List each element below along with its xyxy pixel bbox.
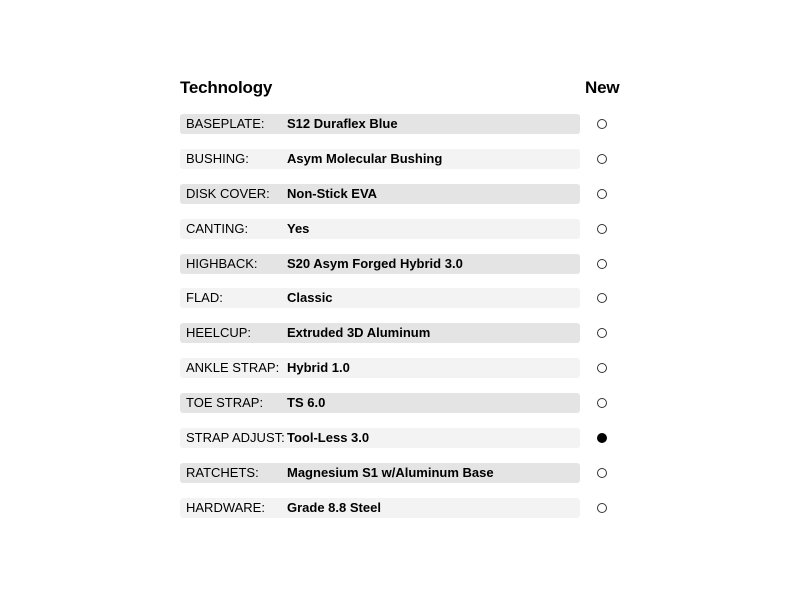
- spec-row: [180, 323, 625, 343]
- spec-label: HEELCUP:: [186, 325, 252, 341]
- spec-label: FLAD:: [186, 290, 223, 306]
- spec-row: [180, 184, 625, 204]
- spec-row-bar: [180, 288, 580, 308]
- spec-label: STRAP ADJUST:: [186, 430, 285, 446]
- spec-value: Non-Stick EVA: [287, 185, 378, 201]
- new-indicator-empty-icon: [597, 468, 607, 478]
- spec-list: [180, 114, 625, 518]
- spec-label: BASEPLATE:: [186, 116, 265, 131]
- spec-label: HIGHBACK:: [186, 255, 258, 271]
- spec-label: ANKLE STRAP:: [186, 360, 280, 376]
- spec-label: BUSHING:: [186, 150, 249, 166]
- new-indicator-filled-icon: [597, 433, 607, 443]
- spec-row: [180, 219, 625, 239]
- spec-value: Hybrid 1.0: [287, 360, 350, 376]
- spec-value: Yes: [287, 220, 310, 236]
- spec-row: [180, 498, 625, 518]
- new-indicator-empty-icon: [597, 503, 607, 513]
- table-header: [180, 78, 625, 102]
- spec-value: Magnesium S1 w/Aluminum Base: [287, 464, 494, 480]
- spec-row: [180, 288, 625, 308]
- spec-value: TS 6.0: [287, 395, 326, 411]
- spec-row: [180, 114, 625, 134]
- spec-label: HARDWARE:: [186, 499, 265, 515]
- new-indicator-empty-icon: [597, 328, 607, 338]
- new-indicator-empty-icon: [597, 224, 607, 234]
- spec-row: [180, 463, 625, 483]
- new-column-header: New: [585, 78, 620, 97]
- spec-value: Extruded 3D Aluminum: [287, 325, 431, 341]
- spec-value: Asym Molecular Bushing: [287, 150, 443, 166]
- spec-row: [180, 393, 625, 413]
- new-indicator-empty-icon: [597, 363, 607, 373]
- technology-table: [180, 78, 625, 533]
- spec-label: RATCHETS:: [186, 464, 259, 480]
- new-indicator-empty-icon: [597, 154, 607, 164]
- new-indicator-empty-icon: [597, 293, 607, 303]
- spec-row: [180, 358, 625, 378]
- table-title: Technology: [180, 78, 273, 97]
- new-indicator-empty-icon: [597, 398, 607, 408]
- spec-value: S20 Asym Forged Hybrid 3.0: [287, 255, 463, 271]
- spec-row: [180, 149, 625, 169]
- spec-row: [180, 428, 625, 448]
- spec-label: TOE STRAP:: [186, 395, 264, 411]
- spec-value: S12 Duraflex Blue: [287, 116, 398, 131]
- spec-label: DISK COVER:: [186, 185, 270, 201]
- spec-row: [180, 254, 625, 274]
- spec-value: Classic: [287, 290, 333, 306]
- spec-label: CANTING:: [186, 220, 249, 236]
- new-indicator-empty-icon: [597, 189, 607, 199]
- new-indicator-empty-icon: [597, 119, 607, 129]
- spec-value: Tool-Less 3.0: [287, 430, 370, 446]
- spec-value: Grade 8.8 Steel: [287, 499, 381, 515]
- new-indicator-empty-icon: [597, 259, 607, 269]
